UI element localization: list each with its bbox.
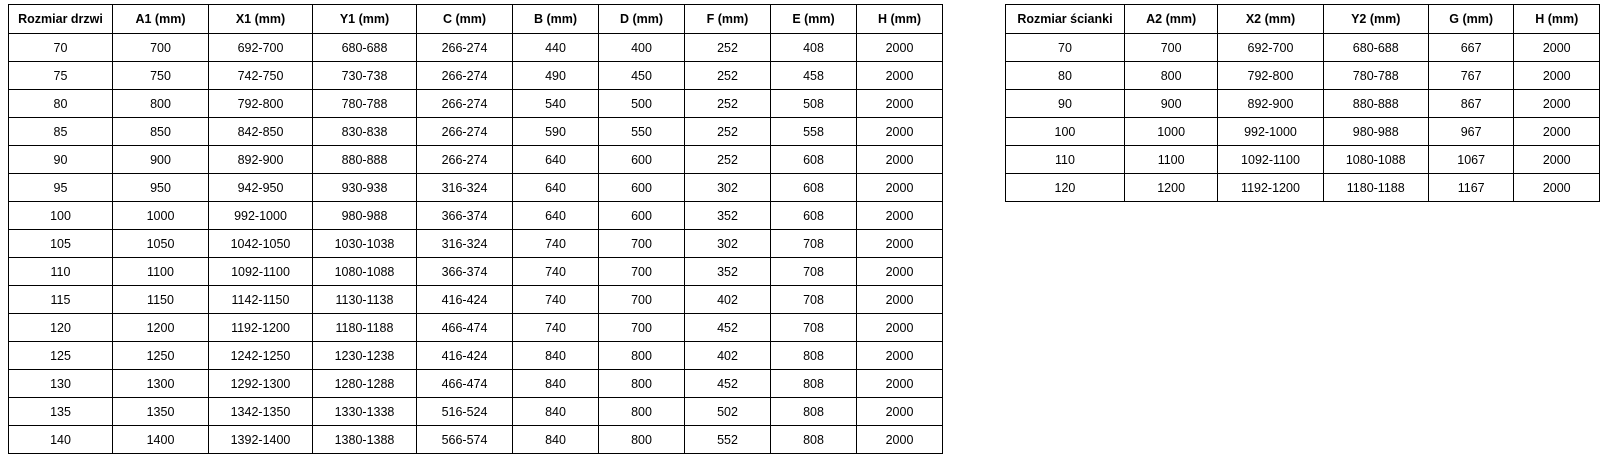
doors-cell: 440 xyxy=(513,34,599,62)
table-header-row xyxy=(9,5,943,34)
doors-cell: 1280-1288 xyxy=(313,370,417,398)
table-row xyxy=(9,426,943,454)
doors-cell: 840 xyxy=(513,342,599,370)
doors-cell: 1150 xyxy=(113,286,209,314)
doors-header-cell: F (mm) xyxy=(685,5,771,34)
walls-cell: 2000 xyxy=(1514,174,1600,202)
doors-cell: 316-324 xyxy=(417,174,513,202)
walls-cell: 880-888 xyxy=(1323,90,1428,118)
walls-cell: 100 xyxy=(1006,118,1125,146)
doors-cell: 942-950 xyxy=(209,174,313,202)
doors-cell: 590 xyxy=(513,118,599,146)
doors-cell: 550 xyxy=(599,118,685,146)
doors-cell: 450 xyxy=(599,62,685,90)
doors-header-cell: A1 (mm) xyxy=(113,5,209,34)
doors-cell: 708 xyxy=(771,230,857,258)
doors-cell: 700 xyxy=(599,258,685,286)
doors-cell: 730-738 xyxy=(313,62,417,90)
doors-cell: 1250 xyxy=(113,342,209,370)
doors-cell: 780-788 xyxy=(313,90,417,118)
doors-cell: 1030-1038 xyxy=(313,230,417,258)
doors-header-cell: Y1 (mm) xyxy=(313,5,417,34)
doors-cell: 252 xyxy=(685,90,771,118)
walls-cell: 1092-1100 xyxy=(1218,146,1323,174)
table-row xyxy=(9,202,943,230)
walls-dimensions-table xyxy=(1005,4,1600,202)
doors-cell: 700 xyxy=(599,314,685,342)
doors-cell: 458 xyxy=(771,62,857,90)
doors-cell: 1350 xyxy=(113,398,209,426)
walls-cell: 992-1000 xyxy=(1218,118,1323,146)
table-row xyxy=(9,314,943,342)
doors-cell: 95 xyxy=(9,174,113,202)
doors-cell: 740 xyxy=(513,286,599,314)
walls-cell: 90 xyxy=(1006,90,1125,118)
doors-cell: 740 xyxy=(513,314,599,342)
doors-cell: 2000 xyxy=(857,146,943,174)
doors-cell: 1300 xyxy=(113,370,209,398)
doors-cell: 800 xyxy=(113,90,209,118)
doors-cell: 400 xyxy=(599,34,685,62)
doors-cell: 110 xyxy=(9,258,113,286)
doors-cell: 252 xyxy=(685,118,771,146)
doors-cell: 366-374 xyxy=(417,258,513,286)
doors-cell: 1142-1150 xyxy=(209,286,313,314)
doors-cell: 2000 xyxy=(857,118,943,146)
doors-cell: 252 xyxy=(685,62,771,90)
doors-cell: 1180-1188 xyxy=(313,314,417,342)
doors-cell: 680-688 xyxy=(313,34,417,62)
doors-cell: 600 xyxy=(599,202,685,230)
walls-cell: 780-788 xyxy=(1323,62,1428,90)
doors-cell: 1392-1400 xyxy=(209,426,313,454)
walls-cell: 867 xyxy=(1428,90,1514,118)
doors-cell: 840 xyxy=(513,370,599,398)
doors-cell: 1080-1088 xyxy=(313,258,417,286)
walls-cell: 70 xyxy=(1006,34,1125,62)
doors-cell: 992-1000 xyxy=(209,202,313,230)
doors-header-cell: C (mm) xyxy=(417,5,513,34)
doors-cell: 316-324 xyxy=(417,230,513,258)
doors-cell: 608 xyxy=(771,174,857,202)
walls-header-cell: Rozmiar ścianki xyxy=(1006,5,1125,34)
doors-cell: 302 xyxy=(685,174,771,202)
table-row xyxy=(9,62,943,90)
doors-cell: 266-274 xyxy=(417,34,513,62)
walls-cell: 667 xyxy=(1428,34,1514,62)
doors-cell: 892-900 xyxy=(209,146,313,174)
table-row xyxy=(9,342,943,370)
doors-cell: 252 xyxy=(685,34,771,62)
walls-header-cell: A2 (mm) xyxy=(1124,5,1217,34)
table-header-row xyxy=(1006,5,1600,34)
doors-cell: 466-474 xyxy=(417,370,513,398)
table-row xyxy=(9,230,943,258)
doors-cell: 516-524 xyxy=(417,398,513,426)
doors-cell: 708 xyxy=(771,286,857,314)
doors-cell: 402 xyxy=(685,342,771,370)
table-row xyxy=(9,286,943,314)
doors-cell: 452 xyxy=(685,314,771,342)
doors-cell: 880-888 xyxy=(313,146,417,174)
doors-cell: 1042-1050 xyxy=(209,230,313,258)
walls-cell: 80 xyxy=(1006,62,1125,90)
doors-cell: 740 xyxy=(513,258,599,286)
doors-cell: 2000 xyxy=(857,258,943,286)
table-row xyxy=(9,370,943,398)
doors-cell: 740 xyxy=(513,230,599,258)
walls-cell: 120 xyxy=(1006,174,1125,202)
table-row xyxy=(9,90,943,118)
doors-cell: 2000 xyxy=(857,230,943,258)
walls-cell: 792-800 xyxy=(1218,62,1323,90)
walls-cell: 967 xyxy=(1428,118,1514,146)
walls-cell: 1067 xyxy=(1428,146,1514,174)
walls-cell: 1180-1188 xyxy=(1323,174,1428,202)
doors-cell: 140 xyxy=(9,426,113,454)
doors-header-cell: X1 (mm) xyxy=(209,5,313,34)
walls-cell: 2000 xyxy=(1514,90,1600,118)
doors-cell: 252 xyxy=(685,146,771,174)
doors-cell: 1192-1200 xyxy=(209,314,313,342)
doors-cell: 266-274 xyxy=(417,62,513,90)
doors-header-cell: E (mm) xyxy=(771,5,857,34)
doors-cell: 416-424 xyxy=(417,342,513,370)
doors-cell: 800 xyxy=(599,370,685,398)
doors-header-cell: D (mm) xyxy=(599,5,685,34)
table-row xyxy=(1006,90,1600,118)
walls-cell: 767 xyxy=(1428,62,1514,90)
doors-header-cell: H (mm) xyxy=(857,5,943,34)
doors-cell: 125 xyxy=(9,342,113,370)
doors-cell: 2000 xyxy=(857,62,943,90)
doors-cell: 75 xyxy=(9,62,113,90)
table-row xyxy=(9,398,943,426)
doors-cell: 90 xyxy=(9,146,113,174)
doors-cell: 1000 xyxy=(113,202,209,230)
doors-cell: 1380-1388 xyxy=(313,426,417,454)
doors-cell: 2000 xyxy=(857,342,943,370)
doors-cell: 502 xyxy=(685,398,771,426)
doors-cell: 792-800 xyxy=(209,90,313,118)
doors-cell: 608 xyxy=(771,202,857,230)
walls-cell: 2000 xyxy=(1514,146,1600,174)
doors-cell: 540 xyxy=(513,90,599,118)
doors-cell: 1330-1338 xyxy=(313,398,417,426)
doors-cell: 452 xyxy=(685,370,771,398)
doors-cell: 808 xyxy=(771,370,857,398)
doors-cell: 840 xyxy=(513,426,599,454)
doors-cell: 302 xyxy=(685,230,771,258)
walls-cell: 2000 xyxy=(1514,34,1600,62)
doors-cell: 600 xyxy=(599,174,685,202)
table-row xyxy=(9,34,943,62)
walls-cell: 980-988 xyxy=(1323,118,1428,146)
doors-cell: 266-274 xyxy=(417,118,513,146)
table-row xyxy=(9,118,943,146)
doors-cell: 266-274 xyxy=(417,146,513,174)
table-row xyxy=(9,174,943,202)
walls-cell: 1167 xyxy=(1428,174,1514,202)
doors-cell: 808 xyxy=(771,426,857,454)
walls-dimensions-table-container xyxy=(1005,4,1600,202)
doors-cell: 708 xyxy=(771,258,857,286)
walls-cell: 110 xyxy=(1006,146,1125,174)
doors-cell: 402 xyxy=(685,286,771,314)
doors-header-cell: B (mm) xyxy=(513,5,599,34)
doors-dimensions-table xyxy=(8,4,943,454)
doors-cell: 800 xyxy=(599,398,685,426)
doors-cell: 1230-1238 xyxy=(313,342,417,370)
doors-cell: 366-374 xyxy=(417,202,513,230)
doors-cell: 2000 xyxy=(857,202,943,230)
doors-cell: 692-700 xyxy=(209,34,313,62)
walls-header-cell: G (mm) xyxy=(1428,5,1514,34)
doors-cell: 1400 xyxy=(113,426,209,454)
walls-cell: 892-900 xyxy=(1218,90,1323,118)
doors-cell: 2000 xyxy=(857,90,943,118)
doors-cell: 352 xyxy=(685,258,771,286)
doors-cell: 750 xyxy=(113,62,209,90)
doors-cell: 800 xyxy=(599,342,685,370)
doors-cell: 70 xyxy=(9,34,113,62)
doors-cell: 105 xyxy=(9,230,113,258)
walls-cell: 800 xyxy=(1124,62,1217,90)
doors-cell: 266-274 xyxy=(417,90,513,118)
table-row xyxy=(9,258,943,286)
table-row xyxy=(1006,174,1600,202)
doors-cell: 100 xyxy=(9,202,113,230)
doors-cell: 830-838 xyxy=(313,118,417,146)
doors-cell: 700 xyxy=(113,34,209,62)
doors-cell: 500 xyxy=(599,90,685,118)
walls-cell: 680-688 xyxy=(1323,34,1428,62)
doors-cell: 808 xyxy=(771,342,857,370)
doors-cell: 900 xyxy=(113,146,209,174)
walls-cell: 2000 xyxy=(1514,62,1600,90)
doors-dimensions-table-container xyxy=(8,4,943,454)
walls-cell: 900 xyxy=(1124,90,1217,118)
doors-cell: 2000 xyxy=(857,398,943,426)
doors-cell: 608 xyxy=(771,146,857,174)
doors-cell: 490 xyxy=(513,62,599,90)
doors-cell: 640 xyxy=(513,146,599,174)
doors-cell: 1100 xyxy=(113,258,209,286)
doors-cell: 840 xyxy=(513,398,599,426)
doors-cell: 708 xyxy=(771,314,857,342)
doors-cell: 508 xyxy=(771,90,857,118)
doors-cell: 2000 xyxy=(857,370,943,398)
table-body xyxy=(9,34,943,454)
doors-cell: 640 xyxy=(513,202,599,230)
doors-cell: 950 xyxy=(113,174,209,202)
doors-cell: 640 xyxy=(513,174,599,202)
doors-cell: 2000 xyxy=(857,314,943,342)
doors-cell: 800 xyxy=(599,426,685,454)
doors-cell: 1242-1250 xyxy=(209,342,313,370)
doors-cell: 808 xyxy=(771,398,857,426)
walls-cell: 700 xyxy=(1124,34,1217,62)
table-row xyxy=(1006,118,1600,146)
doors-cell: 135 xyxy=(9,398,113,426)
doors-cell: 408 xyxy=(771,34,857,62)
doors-cell: 700 xyxy=(599,230,685,258)
doors-cell: 2000 xyxy=(857,426,943,454)
doors-cell: 2000 xyxy=(857,174,943,202)
doors-cell: 842-850 xyxy=(209,118,313,146)
doors-cell: 80 xyxy=(9,90,113,118)
walls-header-cell: X2 (mm) xyxy=(1218,5,1323,34)
doors-cell: 558 xyxy=(771,118,857,146)
doors-cell: 1092-1100 xyxy=(209,258,313,286)
walls-cell: 692-700 xyxy=(1218,34,1323,62)
doors-cell: 2000 xyxy=(857,34,943,62)
doors-header-cell: Rozmiar drzwi xyxy=(9,5,113,34)
doors-cell: 742-750 xyxy=(209,62,313,90)
doors-cell: 1292-1300 xyxy=(209,370,313,398)
walls-cell: 1192-1200 xyxy=(1218,174,1323,202)
walls-cell: 1100 xyxy=(1124,146,1217,174)
doors-cell: 416-424 xyxy=(417,286,513,314)
doors-cell: 1342-1350 xyxy=(209,398,313,426)
walls-cell: 1200 xyxy=(1124,174,1217,202)
doors-cell: 120 xyxy=(9,314,113,342)
doors-cell: 130 xyxy=(9,370,113,398)
doors-cell: 85 xyxy=(9,118,113,146)
walls-header-cell: Y2 (mm) xyxy=(1323,5,1428,34)
doors-cell: 2000 xyxy=(857,286,943,314)
doors-cell: 600 xyxy=(599,146,685,174)
doors-cell: 700 xyxy=(599,286,685,314)
doors-cell: 552 xyxy=(685,426,771,454)
doors-cell: 1050 xyxy=(113,230,209,258)
walls-cell: 1000 xyxy=(1124,118,1217,146)
table-row xyxy=(9,146,943,174)
walls-header-cell: H (mm) xyxy=(1514,5,1600,34)
walls-cell: 2000 xyxy=(1514,118,1600,146)
table-body xyxy=(1006,34,1600,202)
doors-cell: 1130-1138 xyxy=(313,286,417,314)
table-row xyxy=(1006,34,1600,62)
doors-cell: 980-988 xyxy=(313,202,417,230)
doors-cell: 1200 xyxy=(113,314,209,342)
table-row xyxy=(1006,146,1600,174)
doors-cell: 566-574 xyxy=(417,426,513,454)
doors-cell: 930-938 xyxy=(313,174,417,202)
doors-cell: 850 xyxy=(113,118,209,146)
table-row xyxy=(1006,62,1600,90)
walls-cell: 1080-1088 xyxy=(1323,146,1428,174)
doors-cell: 115 xyxy=(9,286,113,314)
doors-cell: 352 xyxy=(685,202,771,230)
doors-cell: 466-474 xyxy=(417,314,513,342)
